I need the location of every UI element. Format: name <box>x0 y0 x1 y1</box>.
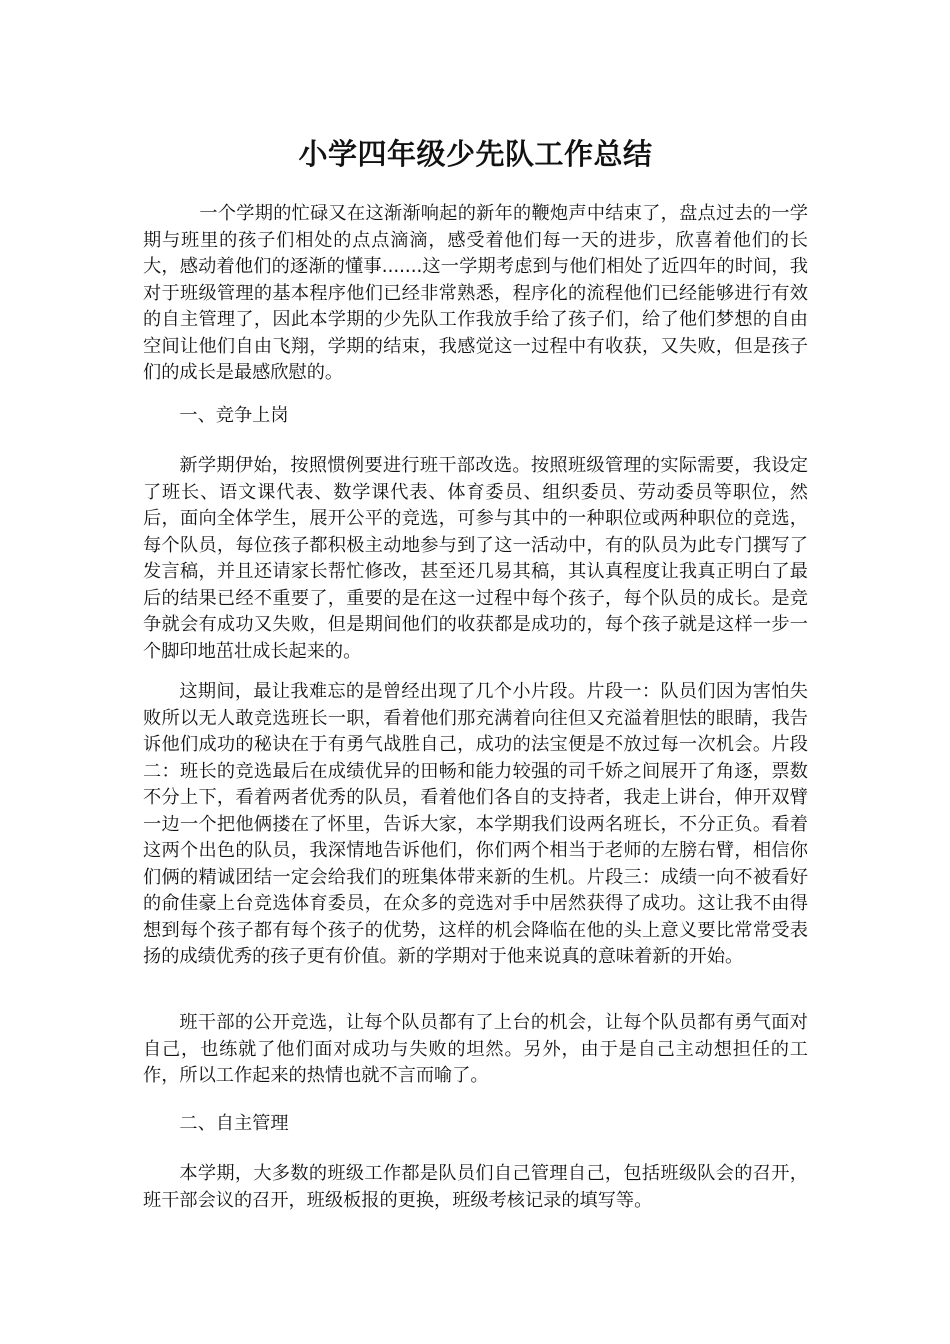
paragraph-self-management: 本学期，大多数的班级工作都是队员们自己管理自己，包括班级队会的召开，班干部会议的召开，班级板报的更换，班级考核记录的填写等。 <box>143 1163 808 1211</box>
paragraph-class-election: 新学期伊始，按照惯例要进行班干部改选。按照班级管理的实际需要，我设定了班长、语文课代表、数学课代表、体育委员、组织委员、劳动委员等职位，然后，面向全体学生，展开公平的竞选，可参与其中的一种职位或两种职位的竞选，每个队员，每位孩子都积极主动地参与到了这一活动中，有的队员为此专门撰写了发言稿，并且还请家长帮忙修改，甚至还几易其稿，其认真程度让我真正明白了最后的结果已经不重要了，重要的是在这一过程中每个孩子，每个队员的成长。是竞争就会有成功又失败，但是期间他们的收获都是成功的，每个孩子就是这样一步一个脚印地茁壮成长起来的。 <box>143 455 808 662</box>
section-heading-self-management: 二、自主管理 <box>179 1113 289 1134</box>
paragraph-election-summary: 班干部的公开竞选，让每个队员都有了上台的机会，让每个队员都有勇气面对自己，也练就了他们面对成功与失败的坦然。另外，由于是自己主动想担任的工作，所以工作起来的热情也就不言而喻了。 <box>143 1012 808 1086</box>
intro-paragraph: 一个学期的忙碌又在这渐渐响起的新年的鞭炮声中结束了，盘点过去的一学期与班里的孩子们相处的点点滴滴，感受着他们每一天的进步，欣喜着他们的长大，感动着他们的逐渐的懂事.......这一学期考虑到与他们相处了近四年的时间，我对于班级管理的基本程序他们已经非常熟悉，程序化的流程他们已经能够进行有效的自主管理了，因此本学期的少先队工作我放手给了孩子们，给了他们梦想的自由空间让他们自由飞翔，学期的结束，我感觉这一过程中有收获，又失败，但是孩子们的成长是最感欣慰的。 <box>143 203 808 383</box>
document-title: 小学四年级少先队工作总结 <box>298 137 653 171</box>
paragraph-memorable-episodes: 这期间，最让我难忘的是曾经出现了几个小片段。片段一：队员们因为害怕失败所以无人敢竞选班长一职，看着他们那充满着向往但又充溢着胆怯的眼睛，我告诉他们成功的秘诀在于有勇气战胜自己，成功的法宝便是不放过每一次机会。片段二：班长的竞选最后在成绩优异的田畅和能力较强的司千娇之间展开了角逐，票数不分上下，看着两者优秀的队员，看着他们各自的支持者，我走上讲台，伸开双臂一边一个把他俩搂在了怀里，告诉大家，本学期我们设两名班长，不分正负。看着这两个出色的队员，我深情地告诉他们，你们两个相当于老师的左膀右臂，相信你们俩的精诚团结一定会给我们的班集体带来新的生机。片段三：成绩一向不被看好的俞佳豪上台竞选体育委员，在众多的竞选对手中居然获得了成功。这让我不由得想到每个孩子都有每个孩子的优势，这样的机会降临在他的头上意义要比常常受表扬的成绩优秀的孩子更有价值。新的学期对于他来说真的意味着新的开始。 <box>143 681 808 967</box>
section-heading-competition: 一、竞争上岗 <box>179 405 289 426</box>
